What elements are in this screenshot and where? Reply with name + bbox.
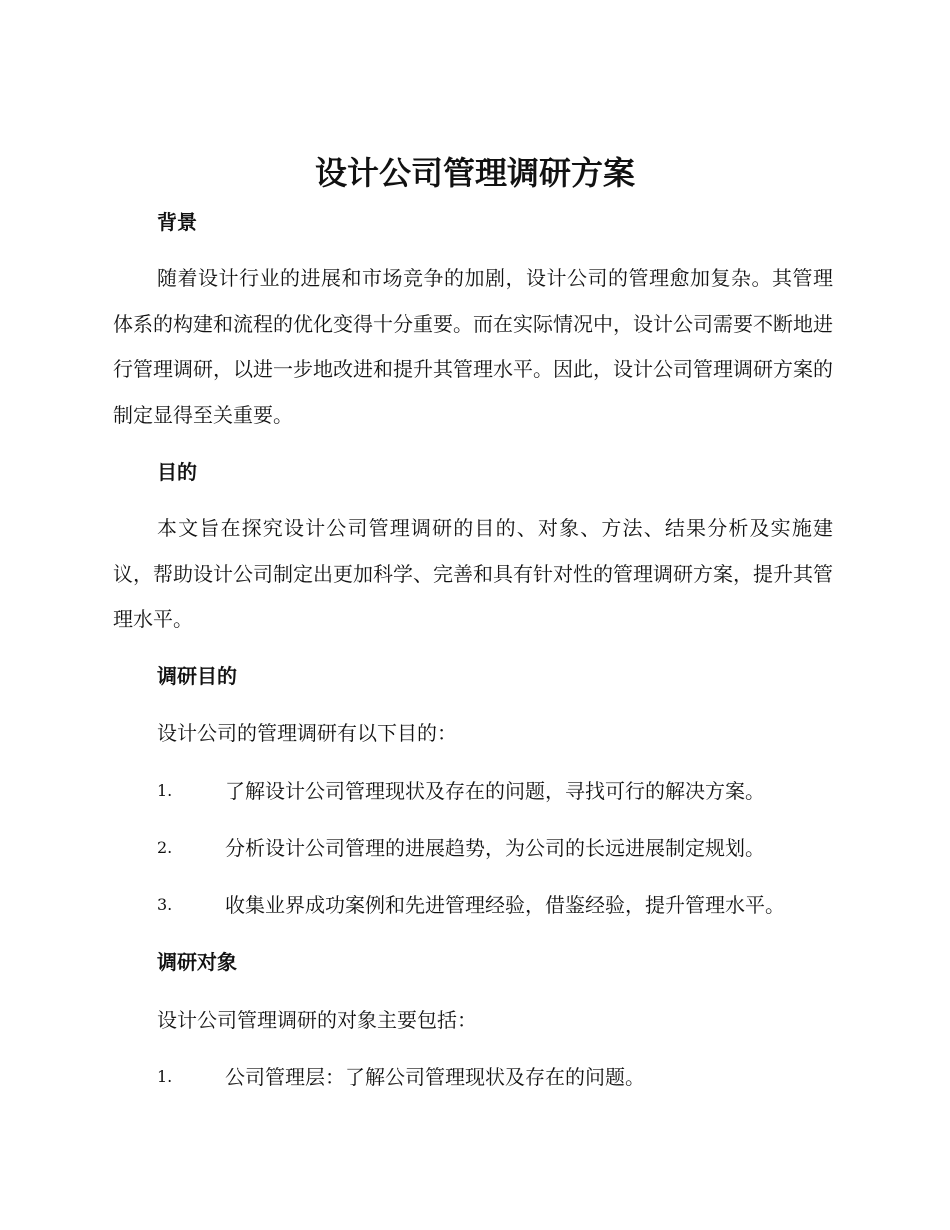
list-number: 1. bbox=[157, 781, 173, 800]
list-text: 分析设计公司管理的进展趋势，为公司的长远进展制定规划。 bbox=[225, 836, 765, 860]
section-heading-purpose: 目的 bbox=[157, 460, 197, 484]
section-heading-research-goals: 调研目的 bbox=[157, 664, 237, 688]
list-number: 2. bbox=[157, 838, 173, 857]
list-text: 收集业界成功案例和先进管理经验，借鉴经验，提升管理水平。 bbox=[225, 893, 785, 917]
list-number: 3. bbox=[157, 895, 173, 914]
paragraph-purpose: 本文旨在探究设计公司管理调研的目的、对象、方法、结果分析及实施建议，帮助设计公司制定出更加科学、完善和具有针对性的管理调研方案，提升其管理水平。 bbox=[113, 516, 833, 631]
list-item bbox=[157, 777, 857, 805]
list-text: 公司管理层：了解公司管理现状及存在的问题。 bbox=[225, 1065, 645, 1089]
section-heading-research-targets: 调研对象 bbox=[157, 950, 237, 974]
section-heading-background: 背景 bbox=[157, 210, 197, 234]
research-targets-intro: 设计公司管理调研的对象主要包括： bbox=[157, 1008, 477, 1032]
paragraph-background: 随着设计行业的进展和市场竞争的加剧，设计公司的管理愈加复杂。其管理体系的构建和流程的优化变得十分重要。而在实际情况中，设计公司需要不断地进行管理调研，以进一步地改进和提升其管理水平。因此，设计公司管理调研方案的制定显得至关重要。 bbox=[113, 266, 833, 427]
list-text: 了解设计公司管理现状及存在的问题，寻找可行的解决方案。 bbox=[225, 779, 765, 803]
list-item bbox=[157, 891, 857, 919]
list-item bbox=[157, 1063, 857, 1091]
list-item bbox=[157, 834, 857, 862]
list-number: 1. bbox=[157, 1067, 173, 1086]
research-goals-intro: 设计公司的管理调研有以下目的： bbox=[157, 721, 457, 745]
document-title: 设计公司管理调研方案 bbox=[314, 154, 635, 192]
